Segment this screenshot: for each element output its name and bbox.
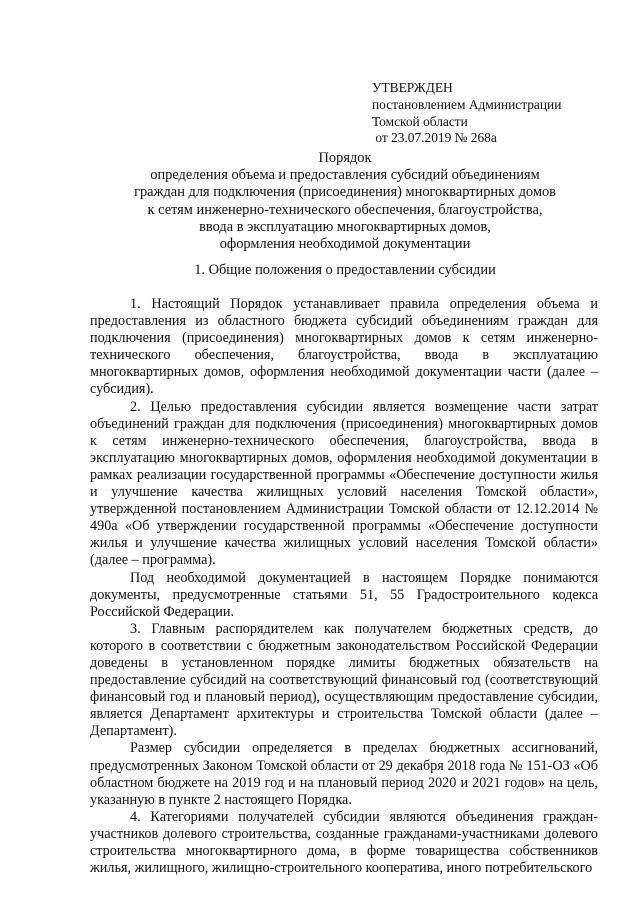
section-heading: 1. Общие положения о предоставлении субсидии — [194, 262, 496, 278]
document-title — [80, 150, 610, 253]
document-body — [90, 296, 598, 877]
title-line: ввода в эксплуатацию многоквартирных домов, — [199, 218, 491, 235]
approval-line: постановлением Администрации — [372, 96, 562, 112]
paragraph: 2. Целью предоставления субсидии является возмещение части затрат объединений граждан для подключения (присоединения) многоквартирных домов к сетям инженерно-технического обеспечения, благоустройства, ввода в эксплуатацию многоквартирных домов, оформления необходимой документации в рамках реализации государственной программы «Обеспечение доступности жилья и улучшение качества жилищных условий населения Томской области», утвержденной постановлением Администрации Томской области от 12.12.2014 № 490а «Об утверждении государственной программы «Обеспечение доступности жилья и улучшение качества жилищных условий населения Томской области» (далее – программа). — [90, 398, 598, 569]
title-line: граждан для подключения (присоединения) многоквартирных домов — [134, 184, 556, 201]
paragraph: Под необходимой документацией в настоящем Порядке понимаются документы, предусмотренные статьями 51, 55 Градостроительного кодекса Российской Федерации. — [90, 569, 598, 620]
approval-date: от 23.07.2019 № 268а — [372, 130, 497, 146]
approval-block — [372, 80, 612, 147]
paragraph: 1. Настоящий Порядок устанавливает правила определения объема и предоставления из областного бюджета субсидий объединениям граждан для подключения (присоединения) многоквартирных домов к сетям инженерно-технического обеспечения, благоустройства, ввода в эксплуатацию многоквартирных домов, оформления необходимой документации части (далее – субсидия). — [90, 296, 598, 398]
title-line: к сетям инженерно-технического обеспечения, благоустройства, — [147, 201, 543, 218]
title-line: определения объема и предоставления субсидий объединениям — [150, 167, 540, 184]
paragraph: 4. Категориями получателей субсидии являются объединения граждан-участников долевого строительства, созданные гражданами-участниками долевого строительства многоквартирного дома, в форме товарищества собственников жилья, жилищного, жилищно-строительного кооператива, иного потребительского — [90, 808, 598, 877]
paragraph: Размер субсидии определяется в пределах бюджетных ассигнований, предусмотренных Законом Томской области от 29 декабря 2018 года № 151-ОЗ «Об областном бюджете на 2019 год и на плановый период 2020 и 2021 годов» на цель, указанную в пункте 2 настоящего Порядка. — [90, 740, 598, 808]
paragraph: 3. Главным распорядителем как получателем бюджетных средств, до которого в соответствии с бюджетным законодательством Российской Федерации доведены в установленном порядке лимиты бюджетных обязательств на предоставление субсидий на соответствующий финансовый год (соответствующий финансовый год и плановый период), осуществляющим предоставление субсидии, является Департамент архитектуры и строительства Томской области (далее – Департамент). — [90, 620, 598, 740]
title-line: оформления необходимой документации — [219, 236, 471, 253]
approval-line: Томской области — [372, 113, 468, 129]
approval-heading: УТВЕРЖДЕН — [372, 80, 453, 95]
title-line: Порядок — [318, 150, 372, 166]
